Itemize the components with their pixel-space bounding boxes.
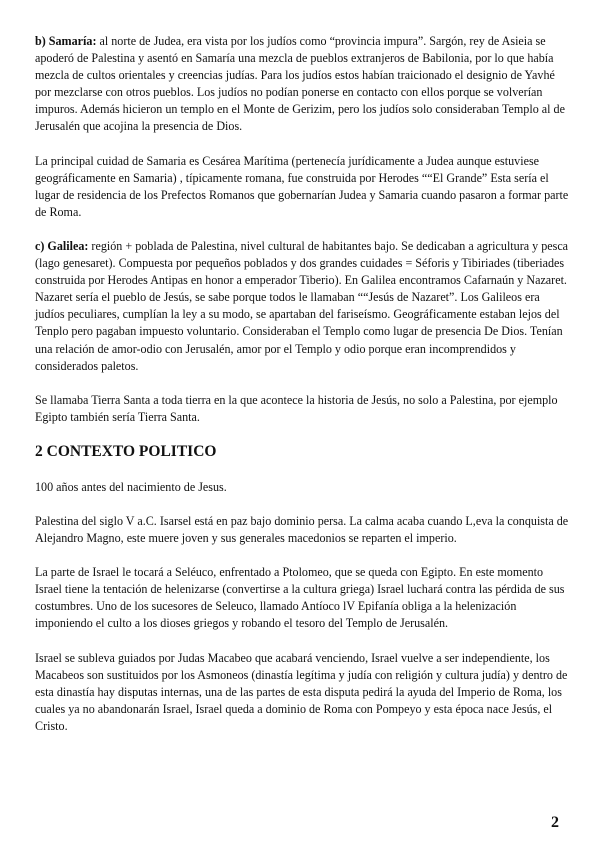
persian-period-paragraph: Palestina del siglo V a.C. Isarsel está en paz bajo dominio persa. La calma acaba cuando L,eva la conquista de Alejandro Magno, este muere joven y sus generales macedonios se reparten el imperio. xyxy=(35,513,569,546)
tierra-santa-paragraph: Se llamaba Tierra Santa a toda tierra en la que acontece la historia de Jesús, no solo a Palestina, por ejemplo Egipto también sería Tierra Santa. xyxy=(35,392,558,424)
samaria-label: b) Samaría: xyxy=(35,34,97,48)
seleucid-paragraph: La parte de Israel le tocará a Seléuco, enfrentado a Ptolomeo, que se queda con Egipto. En este momento Israel tiene la tentación de helenizarse (convertirse a la cultura griega) Israel luchará contra las pérdida de sus costumbres. Uno de los sucesores de Seleuco, llamado Antíoco lV Epifanía obliga a la helenización imponiendo el culto a los dioses griegos y robando el tesoro del Templo de Jerusalén. xyxy=(35,565,565,631)
cesarea-paragraph: La principal cuidad de Samaria es Cesárea Marítima (pertenecía jurídicamente a Judea aunque estuviese geográficamente en Samaria) , típicamente romana, fue construida por Herodes ““El Grande” Esta sería el lugar de residencia de los Prefectos Romanos que gobernarían Judea y Samaria cuando pasaron a formar parte de Roma. xyxy=(35,153,569,219)
galilea-label: c) Galilea: xyxy=(35,238,89,253)
page-number: 2 xyxy=(551,814,559,831)
galilea-text: región + poblada de Palestina, nivel cultural de habitantes bajo. Se dedicaban a agricultura y pesca (lago genesaret). Compuesta por pequeños poblados y dos grandes cuidades = Séforis y Tibiriades (tiberiades construida por Herodes Antipas en honor a emperador Tiberio). En Galilea encontramos Cafarnaún y Nazaret. Nazaret sería el pueblo de Jesús, se sabe porque todos le llamaban ““Jesús de Nazaret”. Los Galileos era judíos peculiares, cumplían la ley a su modo, se apartaban del fariseísmo. Geográficamente estaban lejos del Tenplo pero pagaban impuesto voluntario. Consideraban el Templo como lugar de presencia De Dios. Tenían una relación de amor-odio con Jerusalén, amor por el Templo y odio porque eran incomprendidos y considerados paletos. xyxy=(35,238,569,373)
document-page xyxy=(35,33,570,735)
maccabees-paragraph: Israel se subleva guiados por Judas Macabeo que acabará venciendo, Israel vuelve a ser independiente, los Macabeos son sustituidos por los Asmoneos (dinastía legítima y judía con religión y cultura judía) y dentro de esta dinastía hay disputas internas, una de las partes de esta disputa pedirá la ayuda del Imperio de Roma, los cuales ya no abandonarán Israel, Israel queda a dominio de Roma con Pompeyo y esta época nace Jesús, el Cristo. xyxy=(35,650,568,733)
samaria-text: al norte de Judea, era vista por los judíos como “provincia impura”. Sargón, rey de Asieia se apoderó de Palestina y asentó en Samaría una mezcla de pueblos extranjeros de Babilonia, por lo que había mezcla de cultos orientales y creencias judías. Para los judíos estos habían traicionado el designio de Yavhé por mezclarse con otros pueblos. Los judíos no podían ponerse en contacto con ellos porque se volverían impuros. Además hicieron un templo en el Monte de Gerizim, pero los judíos solo consideraban Templo al de Jerusalén que acojina la presencia de Dios. xyxy=(35,34,565,134)
galilea-paragraph xyxy=(35,238,570,375)
samaria-paragraph xyxy=(35,33,570,136)
intro-paragraph: 100 años antes del nacimiento de Jesus. xyxy=(35,479,227,494)
section-heading: 2 CONTEXTO POLITICO xyxy=(35,442,217,460)
